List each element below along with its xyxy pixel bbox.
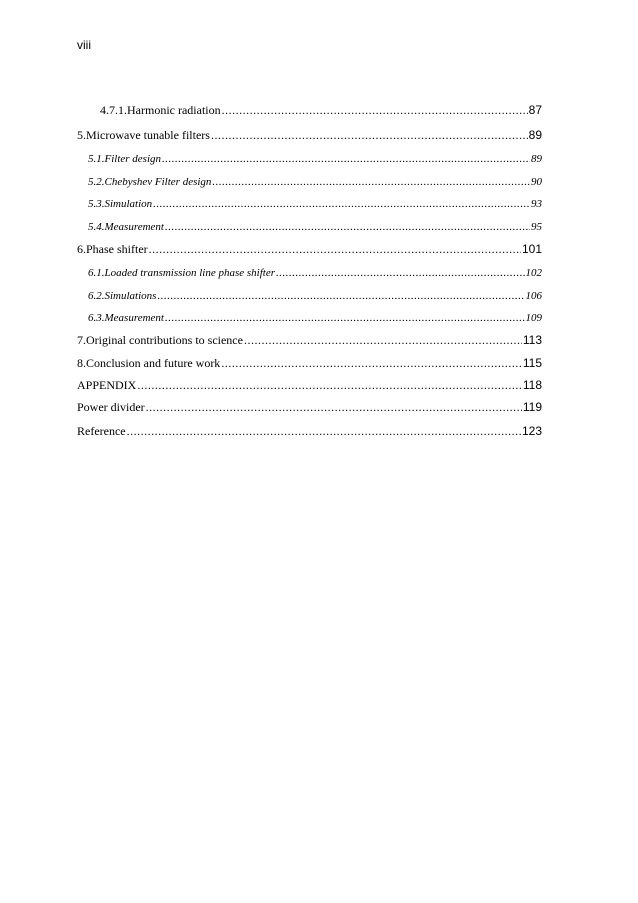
toc-entry-number: 7. xyxy=(77,333,86,347)
toc-entry-page: 89 xyxy=(528,128,542,142)
toc-entry-number: 4.7.1. xyxy=(100,103,127,117)
toc-entry-title: Reference xyxy=(77,424,126,438)
toc-entry-title: APPENDIX xyxy=(77,378,137,392)
toc-entry-page: 87 xyxy=(528,103,542,117)
toc-entry-page: 102 xyxy=(525,267,542,279)
toc-entry-page: 93 xyxy=(531,198,542,210)
toc-entry-title: Chebyshev Filter design xyxy=(104,176,212,188)
toc-entry-number: 5.3. xyxy=(88,198,105,210)
toc-entry-appendix[interactable] xyxy=(77,378,542,392)
toc-leader-dots xyxy=(221,356,522,370)
toc-entry-page: 113 xyxy=(522,333,542,347)
toc-leader-dots xyxy=(153,197,530,211)
toc-entry-page: 101 xyxy=(521,242,542,256)
toc-entry-5[interactable] xyxy=(77,128,542,142)
toc-entry-6-3[interactable] xyxy=(88,311,542,325)
toc-entry-number: 6. xyxy=(77,242,86,256)
toc-entry-number: 6.3. xyxy=(88,312,105,324)
toc-entry-page: 106 xyxy=(525,290,542,302)
toc-entry-reference[interactable] xyxy=(77,424,542,438)
toc-leader-dots xyxy=(157,289,524,303)
toc-leader-dots xyxy=(244,333,522,347)
toc-entry-title: Simulation xyxy=(104,198,153,210)
toc-entry-page: 119 xyxy=(522,400,542,414)
page-number: viii xyxy=(77,38,91,52)
toc-entry-5-3[interactable] xyxy=(88,197,542,211)
toc-entry-title: Harmonic radiation xyxy=(127,103,221,117)
toc-entry-number: 5. xyxy=(77,128,86,142)
toc-entry-power-divider[interactable] xyxy=(77,400,542,414)
toc-entry-title: Phase shifter xyxy=(86,242,148,256)
toc-entry-page: 90 xyxy=(531,176,542,188)
toc-entry-title: Loaded transmission line phase shifter xyxy=(104,267,276,279)
toc-entry-title: Filter design xyxy=(104,153,162,165)
toc-leader-dots xyxy=(211,128,528,142)
toc-leader-dots xyxy=(222,103,528,117)
toc-leader-dots xyxy=(162,152,530,166)
toc-entry-title: Original contributions to science xyxy=(86,333,243,347)
toc-leader-dots xyxy=(149,242,521,256)
toc-entry-page: 115 xyxy=(522,356,542,370)
toc-leader-dots xyxy=(165,311,525,325)
toc-entry-page: 109 xyxy=(525,312,542,324)
toc-entry-page: 89 xyxy=(531,153,542,165)
toc-entry-title: Microwave tunable filters xyxy=(86,128,210,142)
toc-leader-dots xyxy=(137,378,522,392)
toc-entry-number: 6.2. xyxy=(88,290,105,302)
toc-leader-dots xyxy=(127,424,521,438)
toc-entry-5-4[interactable] xyxy=(88,220,542,234)
toc-entry-8[interactable] xyxy=(77,356,542,370)
toc-entry-title: Conclusion and future work xyxy=(86,356,221,370)
toc-leader-dots xyxy=(165,220,530,234)
toc-entry-number: 6.1. xyxy=(88,267,105,279)
toc-entry-title: Measurement xyxy=(104,312,164,324)
toc-entry-title: Power divider xyxy=(77,400,145,414)
toc-entry-page: 123 xyxy=(521,424,542,438)
toc-entry-number: 5.1. xyxy=(88,153,105,165)
toc-entry-5-2[interactable] xyxy=(88,175,542,189)
toc-leader-dots xyxy=(146,400,522,414)
toc-entry-5-1[interactable] xyxy=(88,152,542,166)
toc-leader-dots xyxy=(212,175,530,189)
toc-entry-6-2[interactable] xyxy=(88,289,542,303)
toc-entry-page: 95 xyxy=(531,221,542,233)
toc-entry-number: 5.2. xyxy=(88,176,105,188)
toc-entry-page: 118 xyxy=(522,378,542,392)
toc-entry-number: 5.4. xyxy=(88,221,105,233)
toc-entry-number: 8. xyxy=(77,356,86,370)
toc-entry-4-7-1[interactable] xyxy=(100,103,542,117)
toc-entry-7[interactable] xyxy=(77,333,542,347)
toc-leader-dots xyxy=(276,266,524,280)
toc-entry-title: Simulations xyxy=(104,290,157,302)
toc-entry-6-1[interactable] xyxy=(88,266,542,280)
toc-entry-title: Measurement xyxy=(104,221,164,233)
toc-entry-6[interactable] xyxy=(77,242,542,256)
